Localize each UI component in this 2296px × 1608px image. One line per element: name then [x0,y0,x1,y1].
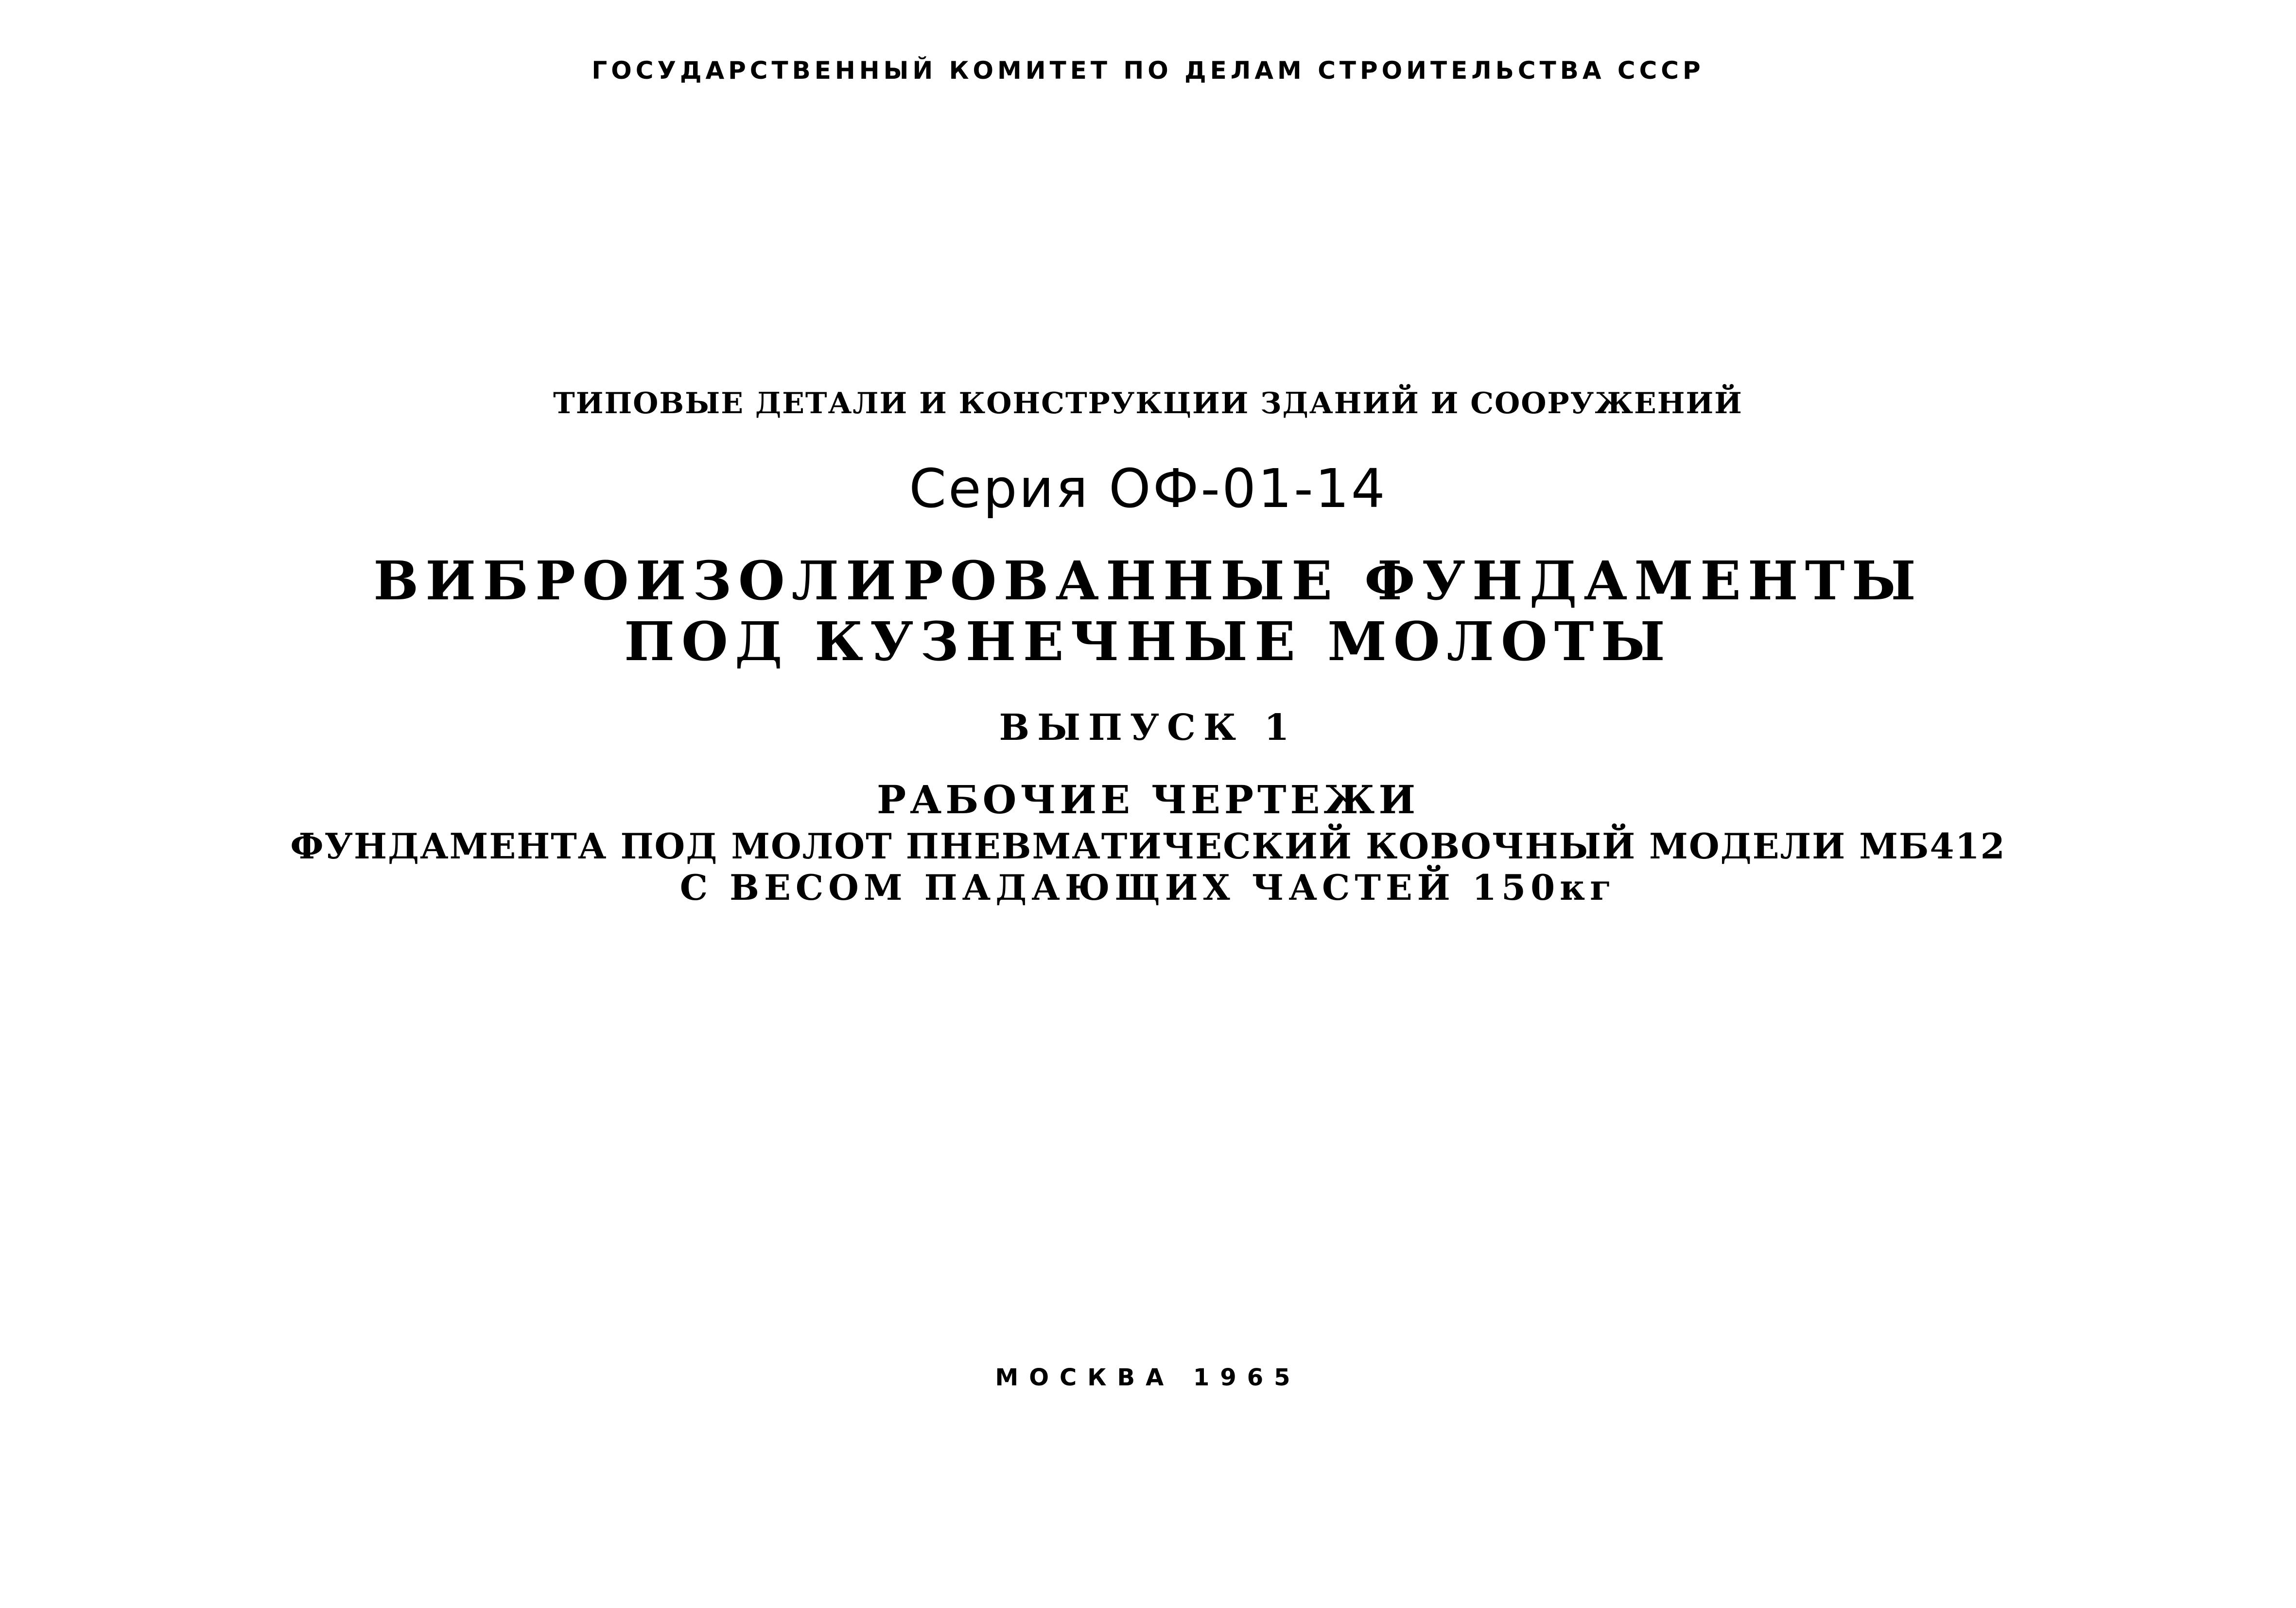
main-title-line-2: ПОД КУЗНЕЧНЫЕ МОЛОТЫ [624,610,1672,673]
main-title-line-1: ВИБРОИЗОЛИРОВАННЫЕ ФУНДАМЕНТЫ [373,549,1923,612]
collection-title: ТИПОВЫЕ ДЕТАЛИ И КОНСТРУКЦИИ ЗДАНИЙ И СООРУЖЕНИЙ [553,386,1743,420]
drawings-heading: РАБОЧИЕ ЧЕРТЕЖИ [876,777,1420,822]
series-number: Серия ОФ-01-14 [909,457,1387,520]
subtitle-line-1: ФУНДАМЕНТА ПОД МОЛОТ ПНЕВМАТИЧЕСКИЙ КОВОЧНЫЙ МОДЕЛИ МБ412 [290,825,2006,867]
issue-number: ВЫПУСК 1 [999,707,1297,749]
subtitle-line-2: С ВЕСОМ ПАДАЮЩИХ ЧАСТЕЙ 150кг [679,867,1617,908]
issuing-committee: ГОСУДАРСТВЕННЫЙ КОМИТЕТ ПО ДЕЛАМ СТРОИТЕЛЬСТВА СССР [591,56,1705,85]
place-and-year: МОСКВА 1965 [995,1364,1301,1391]
